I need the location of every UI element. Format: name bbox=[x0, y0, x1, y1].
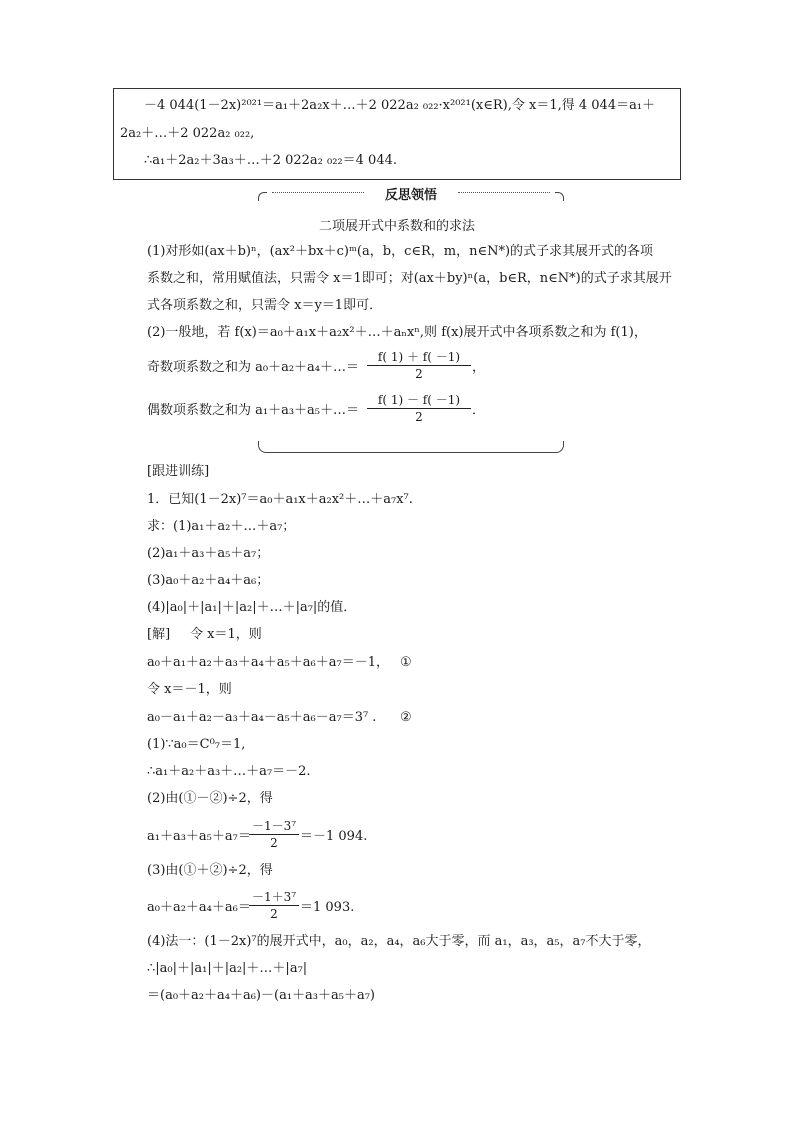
reflect-p1-line2: 系数之和，常用赋值法，只需令 x＝1即可；对(ax＋by)ⁿ(a，b∈R，n∈N*)的式子求其展开 bbox=[147, 271, 672, 286]
equation-1-mark: ① bbox=[400, 655, 412, 670]
question-1: 1．已知(1－2x)⁷＝a₀＋a₁x＋a₂x²＋…＋a₇x⁷. bbox=[147, 492, 413, 507]
reflect-rule-right bbox=[458, 192, 550, 193]
solution-label: [解] bbox=[147, 627, 171, 642]
part-4-step-a: (4)法一：(1－2x)⁷的展开式中，a₀，a₂，a₄，a₆大于零，而 a₁，a₃，a₅，a₇不大于零， bbox=[147, 934, 651, 949]
reflect-subtitle: 二项展开式中系数和的求法 bbox=[318, 219, 475, 234]
equation-2: a₀－a₁＋a₂－a₃＋a₄－a₅＋a₆－a₇＝3⁷ . bbox=[147, 710, 377, 725]
part-4-step-c: ＝(a₀＋a₂＋a₄＋a₆)－(a₁＋a₃＋a₅＋a₇) bbox=[147, 988, 375, 1003]
odd-sum-prefix: 奇数项系数之和为 a₀＋a₂＋a₄＋…＝ bbox=[147, 360, 360, 375]
odd-sum-denominator: 2 bbox=[415, 367, 423, 381]
reflect-corner-left bbox=[258, 192, 267, 201]
solution-continuation-box bbox=[113, 88, 681, 180]
part-3-step-a: (3)由(①＋②)÷2，得 bbox=[147, 863, 273, 878]
reflect-rule-left bbox=[272, 192, 364, 193]
part-3-result-suffix: ＝1 093. bbox=[300, 900, 355, 915]
equation-1: a₀＋a₁＋a₂＋a₃＋a₄＋a₅＋a₆＋a₇＝－1， bbox=[147, 655, 389, 670]
solution-step-1: 令 x＝1，则 bbox=[190, 627, 262, 642]
part-2-step-a: (2)由(①－②)÷2，得 bbox=[147, 791, 273, 806]
box-line-2: 2a₂＋…＋2 022a₂ ₀₂₂, bbox=[120, 126, 255, 141]
part-1-step-b: ∴a₁＋a₂＋a₃＋…＋a₇＝－2. bbox=[147, 764, 311, 779]
part-4-step-b: ∴|a₀|＋|a₁|＋|a₂|＋…＋|a₇| bbox=[147, 961, 308, 976]
equation-2-mark: ② bbox=[400, 710, 412, 725]
question-1-part-4: (4)|a₀|＋|a₁|＋|a₂|＋…＋|a₇|的值． bbox=[147, 600, 357, 615]
even-sum-prefix: 偶数项系数之和为 a₁＋a₃＋a₅＋…＝ bbox=[147, 403, 360, 418]
part-2-numerator: －1－3⁷ bbox=[249, 818, 299, 835]
even-sum-suffix: ． bbox=[472, 403, 486, 418]
part-2-result-suffix: ＝－1 094. bbox=[300, 829, 368, 844]
reflect-corner-right bbox=[555, 192, 564, 201]
part-3-numerator: －1＋3⁷ bbox=[249, 889, 299, 906]
part-3-denominator: 2 bbox=[270, 907, 278, 921]
odd-sum-suffix: ， bbox=[472, 360, 486, 375]
exercise-header: [跟进训练] bbox=[147, 464, 210, 479]
question-1-part-2: (2)a₁＋a₃＋a₅＋a₇； bbox=[147, 546, 270, 561]
reflect-title: 反思领悟 bbox=[384, 188, 437, 203]
reflect-p1-line1: (1)对形如(ax＋b)ⁿ，(ax²＋bx＋c)ᵐ(a，b，c∈R，m，n∈N*)的式子求其展开式的各项 bbox=[147, 244, 654, 259]
box-line-3: ∴a₁＋2a₂＋3a₃＋…＋2 022a₂ ₀₂₂＝4 044. bbox=[144, 153, 397, 168]
part-2-fraction bbox=[249, 818, 299, 851]
part-2-result-prefix: a₁＋a₃＋a₅＋a₇＝ bbox=[147, 829, 251, 844]
even-sum-denominator: 2 bbox=[415, 410, 423, 424]
even-sum-fraction bbox=[367, 392, 471, 425]
solution-step-2: 令 x＝－1，则 bbox=[147, 682, 232, 697]
question-1-part-3: (3)a₀＋a₂＋a₄＋a₆； bbox=[147, 573, 270, 588]
odd-sum-fraction bbox=[367, 349, 471, 382]
part-1-step-a: (1)∵a₀＝C⁰₇＝1, bbox=[147, 737, 246, 752]
even-sum-numerator: f( 1) － f( －1) bbox=[367, 392, 471, 409]
box-line-1: －4 044(1－2x)²⁰²¹＝a₁＋2a₂x＋…＋2 022a₂ ₀₂₂·x²⁰²¹(x∈R),令 x＝1,得 4 044＝a₁＋ bbox=[144, 98, 656, 113]
reflect-p1-line3: 式各项系数之和，只需令 x＝y＝1即可． bbox=[147, 298, 383, 313]
reflect-header bbox=[258, 183, 564, 203]
part-2-denominator: 2 bbox=[270, 836, 278, 850]
reflect-bottom-border bbox=[258, 441, 564, 453]
part-3-result-prefix: a₀＋a₂＋a₄＋a₆＝ bbox=[147, 900, 251, 915]
reflect-p2-line1: (2)一般地，若 f(x)＝a₀＋a₁x＋a₂x²＋…＋aₙxⁿ,则 f(x)展开式中各项系数之和为 f(1)， bbox=[147, 325, 647, 340]
odd-sum-numerator: f( 1) ＋ f( －1) bbox=[367, 349, 471, 366]
part-3-fraction bbox=[249, 889, 299, 922]
question-1-part-1: 求：(1)a₁＋a₂＋…＋a₇； bbox=[147, 519, 296, 534]
